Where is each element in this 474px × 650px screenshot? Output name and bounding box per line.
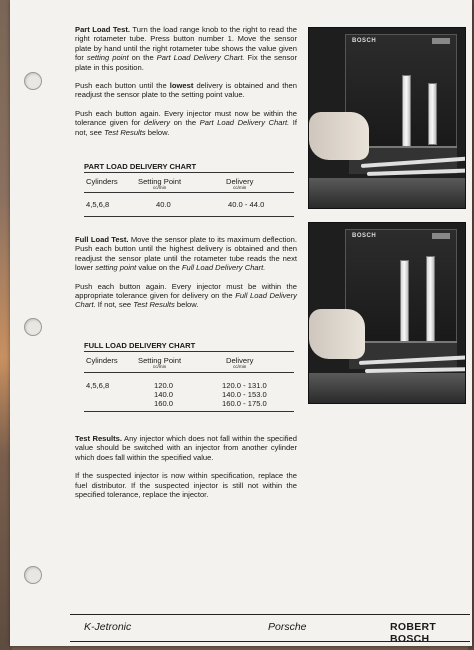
binder-hole-icon: [24, 72, 42, 90]
nameplate: [432, 233, 450, 239]
part-load-paragraph-3: Push each button again. Every injector must now be within the tolerance given for delivery on the Part Load Delivery Chart. If not, see Test Results below.: [75, 108, 297, 137]
test-results-paragraph-2: If the suspected injector is now within specification, replace the fuel distributor. If the suspected injector is still not within the specified tolerance, replace the injector.: [75, 471, 297, 500]
full-load-heading: Full Load Test.: [75, 235, 129, 244]
part-load-heading: Part Load Test.: [75, 25, 131, 34]
cell-setting-point: 120.0: [154, 381, 174, 390]
part-load-test-section: [75, 25, 297, 137]
rotameter-tube: [400, 260, 409, 348]
test-results-heading: Test Results.: [75, 434, 123, 443]
test-results-paragraph-1: Test Results. Any injector which does not fall within the specified value should be switched with an injector from another cylinder which does fall within the specified value.: [75, 434, 297, 462]
chart-rule: [84, 216, 294, 217]
cell-delivery: 40.0 - 44.0: [228, 200, 265, 209]
binder-hole-icon: [24, 566, 42, 584]
bosch-logo: BOSCH: [352, 38, 377, 44]
column-header-setting-point: Setting Point cc/min: [138, 177, 182, 190]
cell-setting-point: 140.0: [154, 390, 174, 399]
column-header-cylinders: Cylinders: [86, 177, 118, 186]
cell-delivery: 140.0 - 153.0: [222, 390, 267, 399]
chart-rule: [84, 351, 294, 352]
cell-delivery: 120.0 - 131.0: [222, 381, 267, 390]
column-header-cylinders: Cylinders: [86, 356, 118, 365]
part-load-paragraph-1: Part Load Test. Turn the load range knob to the right to read the right rotameter tube. Press button number 1. Move the sensor plate by hand until the right rotameter tube shows the value given for setting point on the Part Load Delivery Chart. Fix the sensor plate in this position.: [75, 25, 297, 72]
footer-rule: [70, 641, 470, 642]
full-load-chart-title: FULL LOAD DELIVERY CHART: [84, 341, 196, 350]
cell-setting-point: 40.0: [156, 200, 171, 209]
test-bench-photo-top: [308, 27, 466, 209]
chart-rule: [84, 372, 294, 373]
full-load-paragraph-1: Full Load Test. Move the sensor plate to its maximum deflection. Push each button until the highest delivery is obtained and then readjust the sensor plate until the rotameter tube reads the next lower setting point value on the Full Load Delivery Chart.: [75, 235, 297, 273]
column-header-delivery: Delivery cc/min: [226, 177, 254, 190]
rotameter-tube: [402, 75, 411, 147]
part-load-chart-title: PART LOAD DELIVERY CHART: [84, 162, 197, 171]
footer-publisher: ROBERT BOSCH: [390, 621, 437, 645]
part-load-paragraph-2: Push each button until the lowest delivery is obtained and then readjust the sensor plate to the setting point value.: [75, 81, 297, 100]
binder-hole-icon: [24, 318, 42, 336]
column-header-setting-point: Setting Point cc/min: [138, 356, 182, 369]
test-results-section: [75, 434, 297, 499]
bench-base: [309, 373, 465, 403]
injector-button-board: [349, 341, 457, 369]
column-header-delivery: Delivery cc/min: [226, 356, 254, 369]
test-bench-photo-bottom: [308, 222, 466, 404]
cell-setting-point: 160.0: [154, 399, 174, 408]
cell-cylinders: 4,5,6,8: [86, 200, 110, 209]
bosch-logo: BOSCH: [352, 233, 377, 239]
cell-cylinders: 4,5,6,8: [86, 381, 110, 390]
footer-rule: [70, 614, 470, 615]
footer-system-name: K-Jetronic: [84, 621, 132, 633]
rotameter-tube: [428, 83, 437, 145]
cell-delivery: 160.0 - 175.0: [222, 399, 267, 408]
chart-rule: [84, 172, 294, 173]
full-load-test-section: [75, 235, 297, 310]
chart-rule: [84, 192, 294, 193]
rotameter-tube: [426, 256, 435, 348]
full-load-paragraph-2: Push each button again. Every injector must be within the appropriate tolerance given for delivery on the Full Load Delivery Chart. If not, see Test Results below.: [75, 281, 297, 310]
nameplate: [432, 38, 450, 44]
hand-image: [309, 309, 365, 359]
footer-make: Porsche: [268, 621, 307, 633]
bench-base: [309, 178, 465, 208]
chart-rule: [84, 411, 294, 412]
hand-image: [309, 112, 369, 160]
